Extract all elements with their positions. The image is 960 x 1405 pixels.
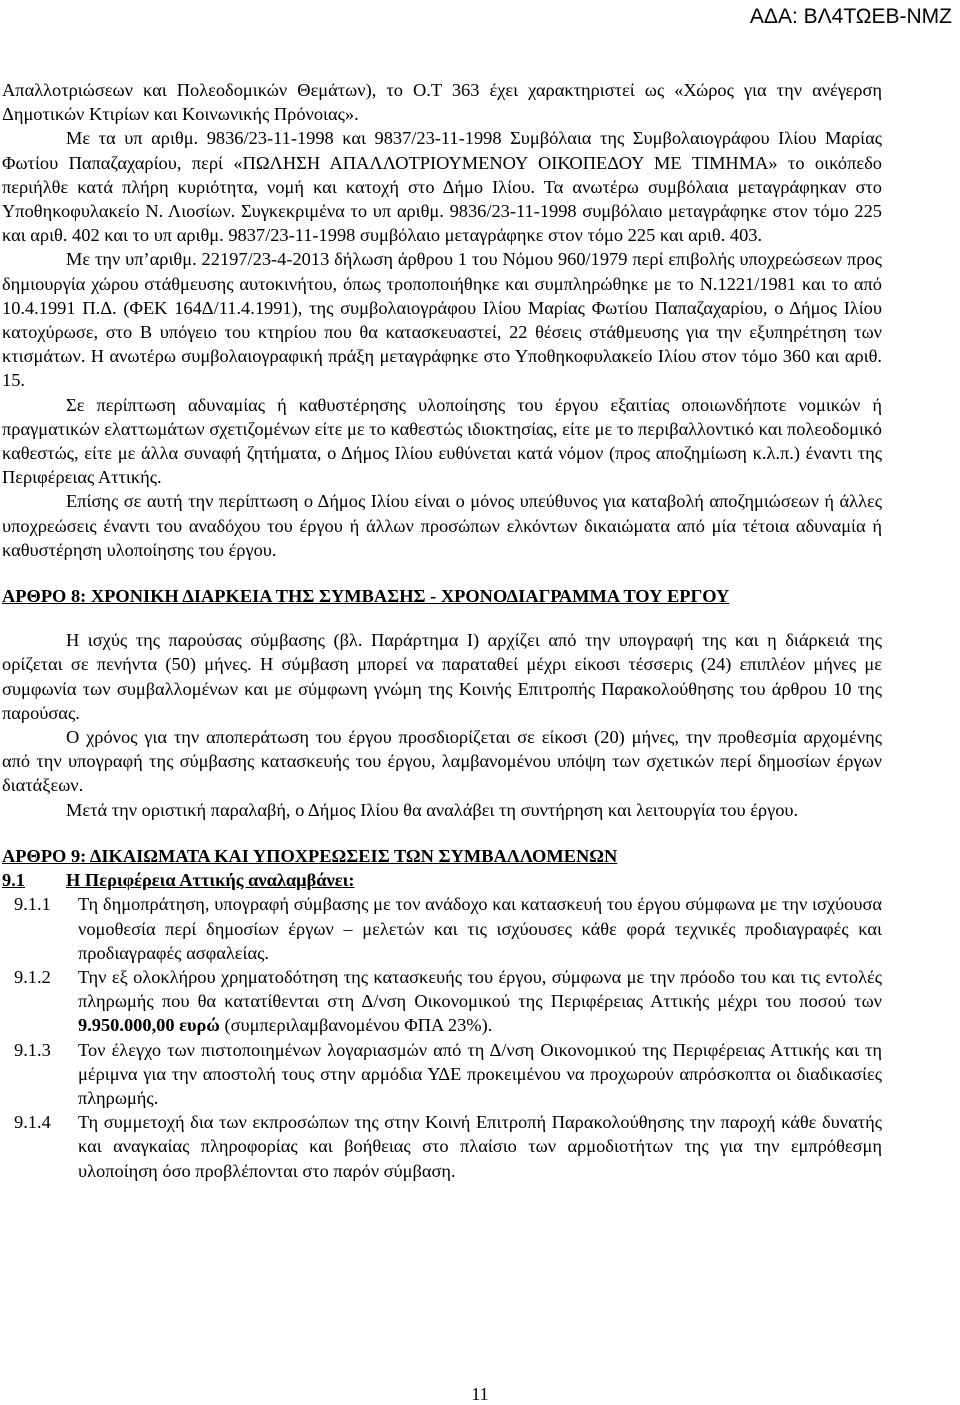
article-9-heading: ΑΡΘΡΟ 9: ΔΙΚΑΙΩΜΑΤΑ ΚΑΙ ΥΠΟΧΡΕΩΣΕΙΣ ΤΩΝ ΣΥΜΒΑΛΛΟΜΕΝΩΝ xyxy=(2,845,618,866)
list-item xyxy=(2,1038,882,1111)
page-number: 11 xyxy=(471,1384,489,1404)
paragraph-1: Απαλλοτριώσεων και Πολεοδομικών Θεμάτων), το Ο.Τ 363 έχει χαρακτηριστεί ως «Χώρος για την ανέγερση Δημοτικών Κτιρίων και Κοινωνικής Πρόνοιας». xyxy=(2,80,882,125)
paragraph-5: Επίσης σε αυτή την περίπτωση ο Δήμος Ιλίου είναι ο μόνος υπεύθυνος για καταβολή αποζημιώσεων ή άλλες υποχρεώσεις έναντι του αναδόχου του έργου ή άλλων προσώπων ελκόντων δικαιώματα από μία τέτοια αδυναμία ή καθυστέρηση υλοποίησης του έργου. xyxy=(2,491,882,560)
list-item xyxy=(2,965,882,1038)
article-8-heading: ΑΡΘΡΟ 8: ΧΡΟΝΙΚΗ ΔΙΑΡΚΕΙΑ ΤΗΣ ΣΥΜΒΑΣΗΣ - ΧΡΟΝΟΔΙΑΓΡΑΜΜΑ ΤΟΥ ΕΡΓΟΥ xyxy=(2,586,730,607)
list-item xyxy=(2,1110,882,1183)
paragraph-3: Με την υπ’αριθμ. 22197/23-4-2013 δήλωση άρθρου 1 του Νόμου 960/1979 περί επιβολής υποχρεώσεων προς δημιουργία χώρου στάθμευσης αυτοκινήτου, όπως τροποποιήθηκε και συμπληρώθηκε με το Ν.1221/1981 και το από 10.4.1991 Π.Δ. (ΦΕΚ 164Δ/11.4.1991), της συμβολαιογράφου Ιλίου Μαρίας Φωτίου Παπαζαχαρίου, ο Δήμος Ιλίου κατοχύρωσε, στο Β υπόγειο του κτηρίου που θα κατασκευαστεί, 22 θέσεις στάθμευσης για την εξυπηρέτηση των κτισμάτων. Η ανωτέρω συμβολαιογραφική πράξη μεταγράφηκε στο Υποθηκοφυλακείο Ιλίου στον τόμο 360 και αριθ. 15. xyxy=(2,249,882,391)
item-text: Τη συμμετοχή δια των εκπροσώπων της στην Κοινή Επιτροπή Παρακολούθησης την παροχή κάθε δυνατής και αναγκαίας πληροφορίας και βοήθειας στο πλαίσιο των αρμοδιοτήτων της για την εμπρόθεσμη υλοποίηση όσο προβλέπονται στο παρόν σύμβαση. xyxy=(78,1112,882,1181)
item-text: Τη δημοπράτηση, υπογραφή σύμβασης με τον ανάδοχο και κατασκευή του έργου σύμφωνα με την ισχύουσα νομοθεσία περί δημοσίων έργων – μελετών και τις ισχύουσες κάθε φορά τεχνικές προδιαγραφές και προδιαγραφές ασφαλείας. xyxy=(78,894,882,963)
section-title: Η Περιφέρεια Αττικής αναλαμβάνει: xyxy=(66,870,355,891)
section-9-1-heading xyxy=(2,868,882,892)
item-number: 9.1.4 xyxy=(14,1112,51,1133)
paragraph-8: Μετά την οριστική παραλαβή, ο Δήμος Ιλίου θα αναλάβει τη συντήρηση και λειτουργία του έργου. xyxy=(66,799,799,820)
paragraph-6: Η ισχύς της παρούσας σύμβασης (βλ. Παράρτημα Ι) αρχίζει από την υπογραφή της και η διάρκειά της ορίζεται σε πενήντα (50) μήνες. Η σύμβαση μπορεί να παραταθεί μέχρι είκοσι τέσσερις (24) επιπλέον μήνες με συμφωνία των συμβαλλομένων και με σύμφωνη γνώμη της Κοινής Επιτροπής Παρακολούθησης του άρθρου 10 της παρούσας. xyxy=(2,630,882,723)
document-body xyxy=(2,78,882,1183)
section-number: 9.1 xyxy=(2,870,25,891)
item-text-part-b: (συμπεριλαμβανομένου ΦΠΑ 23%). xyxy=(219,1015,493,1036)
item-number: 9.1.3 xyxy=(14,1039,51,1060)
paragraph-4: Σε περίπτωση αδυναμίας ή καθυστέρησης υλοποίησης του έργου εξαιτίας οποιωνδήποτε νομικών ή πραγματικών ελαττωμάτων σχετιζομένων είτε με το καθεστώς ιδιοκτησίας, είτε με το περιβαλλοντικό και πολεοδομικό καθεστώς, είτε με άλλα συναφή ζητήματα, ο Δήμος Ιλίου ευθύνεται κατά νόμον (προς αποζημίωση κ.λ.π.) έναντι της Περιφέρειας Αττικής. xyxy=(2,394,882,488)
amount-value: 9.950.000,00 ευρώ xyxy=(78,1015,220,1036)
item-text-part-a: Την εξ ολοκλήρου χρηματοδότηση της κατασκευής του έργου, σύμφωνα με την πρόοδο του και τις εντολές πληρωμής που θα κατατίθενται στη Δ/νση Οικονομικού της Περιφέρειας Αττικής μέχρι του ποσού των xyxy=(78,966,882,1012)
paragraph-2: Με τα υπ αριθμ. 9836/23-11-1998 και 9837/23-11-1998 Συμβόλαια της Συμβολαιογράφου Ιλίου Μαρίας Φωτίου Παπαζαχαρίου, περί «ΠΩΛΗΣΗ ΑΠΑΛΛΟΤΡΙΟΥΜΕΝΟΥ ΟΙΚΟΠΕΔΟΥ ΜΕ ΤΙΜΗΜΑ» το οικόπεδο περιήλθε κατά πλήρη κυριότητα, νομή και κατοχή στο Δήμο Ιλίου. Τα ανωτέρω συμβόλαια μεταγράφηκαν στο Υποθηκοφυλακείο Ν. Λιοσίων. Συγκεκριμένα το υπ αριθμ. 9836/23-11-1998 συμβόλαιο μεταγράφηκε στον τόμο 225 και αριθ. 402 και το υπ αριθμ. 9837/23-11-1998 συμβόλαιο μεταγράφηκε στον τόμο 225 και αριθ. 403. xyxy=(2,128,882,246)
item-text xyxy=(78,965,882,1038)
document-id: ΑΔΑ: ΒΛ4ΤΩΕΒ-ΝΜΖ xyxy=(749,5,952,28)
item-number: 9.1.2 xyxy=(14,966,51,987)
list-item xyxy=(2,892,882,965)
item-text: Τον έλεγχο των πιστοποιημένων λογαριασμών από τη Δ/νση Οικονομικού της Περιφέρειας Αττικής και τη μέριμνα για την αποστολή τους στην αρμόδια ΥΔΕ προκειμένου να προχωρούν απρόσκοπτα οι διαδικασίες πληρωμής. xyxy=(78,1039,882,1108)
item-number: 9.1.1 xyxy=(14,894,51,915)
paragraph-7: Ο χρόνος για την αποπεράτωση του έργου προσδιορίζεται σε είκοσι (20) μήνες, την προθεσμία αρχομένης από την υπογραφή της σύμβασης κατασκευής του έργου, λαμβανομένου υπόψη των σχετικών περί δημοσίων έργων διατάξεων. xyxy=(2,727,882,796)
